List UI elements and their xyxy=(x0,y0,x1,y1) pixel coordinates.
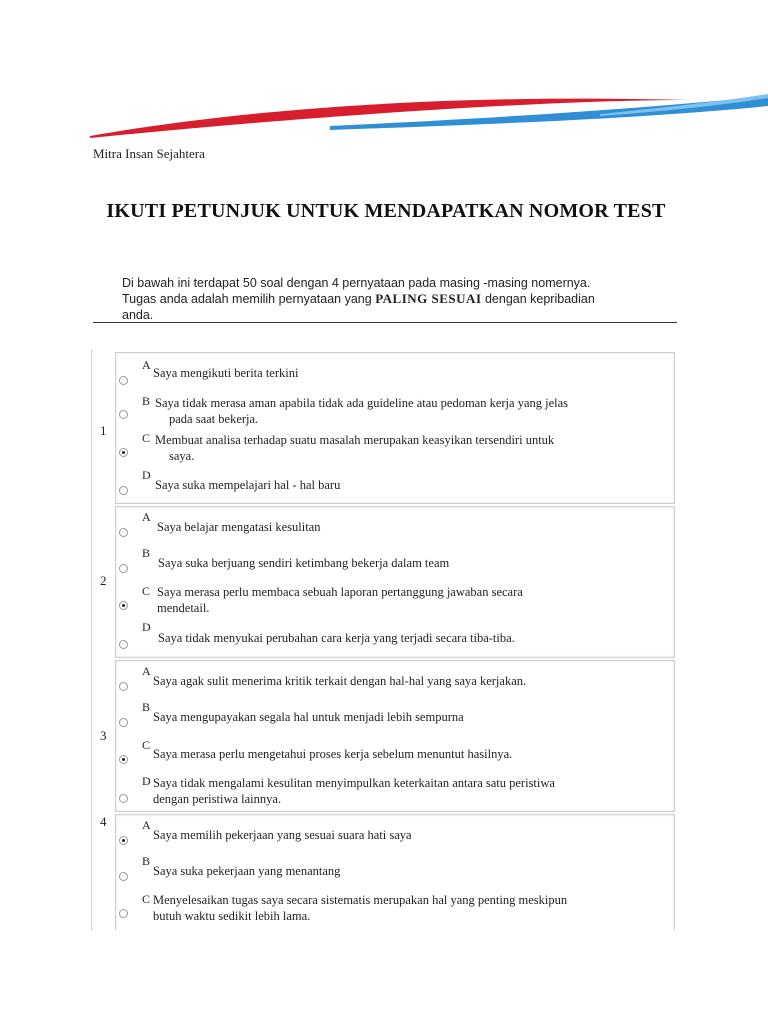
option-letter: B xyxy=(142,546,151,560)
radio-button[interactable] xyxy=(119,410,128,419)
option-text: Saya tidak mengalami kesulitan menyimpulkan keterkaitan antara satu peristiwa dengan peristiwa lainnya. xyxy=(153,776,555,806)
instructions xyxy=(122,275,657,323)
option-letter: C xyxy=(142,892,151,906)
option-text: Saya belajar mengatasi kesulitan xyxy=(157,520,321,534)
questions-table xyxy=(91,350,677,930)
radio-button[interactable] xyxy=(119,909,128,918)
option-text: Saya mengupayakan segala hal untuk menjadi lebih sempurna xyxy=(153,710,464,724)
question-number: 3 xyxy=(100,728,107,743)
option-letter: C xyxy=(142,584,151,598)
radio-button[interactable] xyxy=(119,528,128,537)
instructions-line-3: anda. xyxy=(122,308,154,322)
question-2 xyxy=(91,506,677,658)
question-4 xyxy=(91,814,677,930)
option-text: Saya mengikuti berita terkini xyxy=(153,366,299,380)
instructions-divider xyxy=(93,322,677,323)
company-name: Mitra Insan Sejahtera xyxy=(93,146,205,161)
option-text: Membuat analisa terhadap suatu masalah merupakan keasyikan tersendiri untuk saya. xyxy=(155,433,555,463)
option-letter: C xyxy=(142,431,151,445)
option-text: Saya merasa perlu mengetahui proses kerja sebelum menuntut hasilnya. xyxy=(153,747,513,761)
option-letter: D xyxy=(142,774,151,788)
radio-button[interactable] xyxy=(119,794,128,803)
option-letter: A xyxy=(142,818,151,832)
option-letter: D xyxy=(142,620,151,634)
radio-button[interactable] xyxy=(119,376,128,385)
question-number: 1 xyxy=(100,423,107,438)
radio-button[interactable] xyxy=(119,564,128,573)
option-letter: A xyxy=(142,358,151,372)
radio-button[interactable] xyxy=(119,718,128,727)
question-3 xyxy=(91,660,677,812)
radio-button-selected[interactable] xyxy=(119,448,128,457)
option-text: Saya suka mempelajari hal - hal baru xyxy=(155,478,341,492)
instructions-line-2-post: dengan kepribadian xyxy=(481,292,595,306)
option-text: Saya suka pekerjaan yang menantang xyxy=(153,864,341,878)
option-letter: A xyxy=(142,510,151,524)
radio-button[interactable] xyxy=(119,640,128,649)
option-text: Menyelesaikan tugas saya secara sistematis merupakan hal yang penting meskipun butuh waktu sedikit lebih lama. xyxy=(153,893,568,923)
radio-button-selected[interactable] xyxy=(119,755,128,764)
instructions-line-2-pre: Tugas anda adalah memilih pernyataan yang xyxy=(122,292,376,306)
radio-button[interactable] xyxy=(119,682,128,691)
instructions-line-1: Di bawah ini terdapat 50 soal dengan 4 pernyataan pada masing -masing nomernya. xyxy=(122,276,591,290)
question-number: 4 xyxy=(100,814,107,829)
option-letter: D xyxy=(142,468,151,482)
radio-button[interactable] xyxy=(119,872,128,881)
radio-button[interactable] xyxy=(119,486,128,495)
option-text: Saya tidak merasa aman apabila tidak ada guideline atau pedoman kerja yang jelas pada saat bekerja. xyxy=(155,396,569,426)
instructions-line-2 xyxy=(122,291,657,307)
option-letter: A xyxy=(142,664,151,678)
option-text: Saya memilih pekerjaan yang sesuai suara hati saya xyxy=(153,828,412,842)
option-text: Saya agak sulit menerima kritik terkait dengan hal-hal yang saya kerjakan. xyxy=(153,674,527,688)
question-1 xyxy=(91,352,677,504)
option-letter: B xyxy=(142,394,151,408)
question-number: 2 xyxy=(100,573,107,588)
option-text: Saya suka berjuang sendiri ketimbang bekerja dalam team xyxy=(158,556,450,570)
instructions-emphasis: PALING SESUAI xyxy=(375,291,482,306)
radio-button-selected[interactable] xyxy=(119,601,128,610)
option-letter: B xyxy=(142,700,151,714)
radio-button-selected[interactable] xyxy=(119,836,128,845)
option-letter: C xyxy=(142,738,151,752)
page-title: IKUTI PETUNJUK UNTUK MENDAPATKAN NOMOR TEST xyxy=(106,200,666,222)
header-swoosh-graphic xyxy=(0,60,768,150)
option-text: Saya merasa perlu membaca sebuah laporan pertanggung jawaban secara mendetail. xyxy=(157,585,523,615)
option-letter: B xyxy=(142,854,151,868)
option-text: Saya tidak menyukai perubahan cara kerja yang terjadi secara tiba-tiba. xyxy=(158,631,515,645)
